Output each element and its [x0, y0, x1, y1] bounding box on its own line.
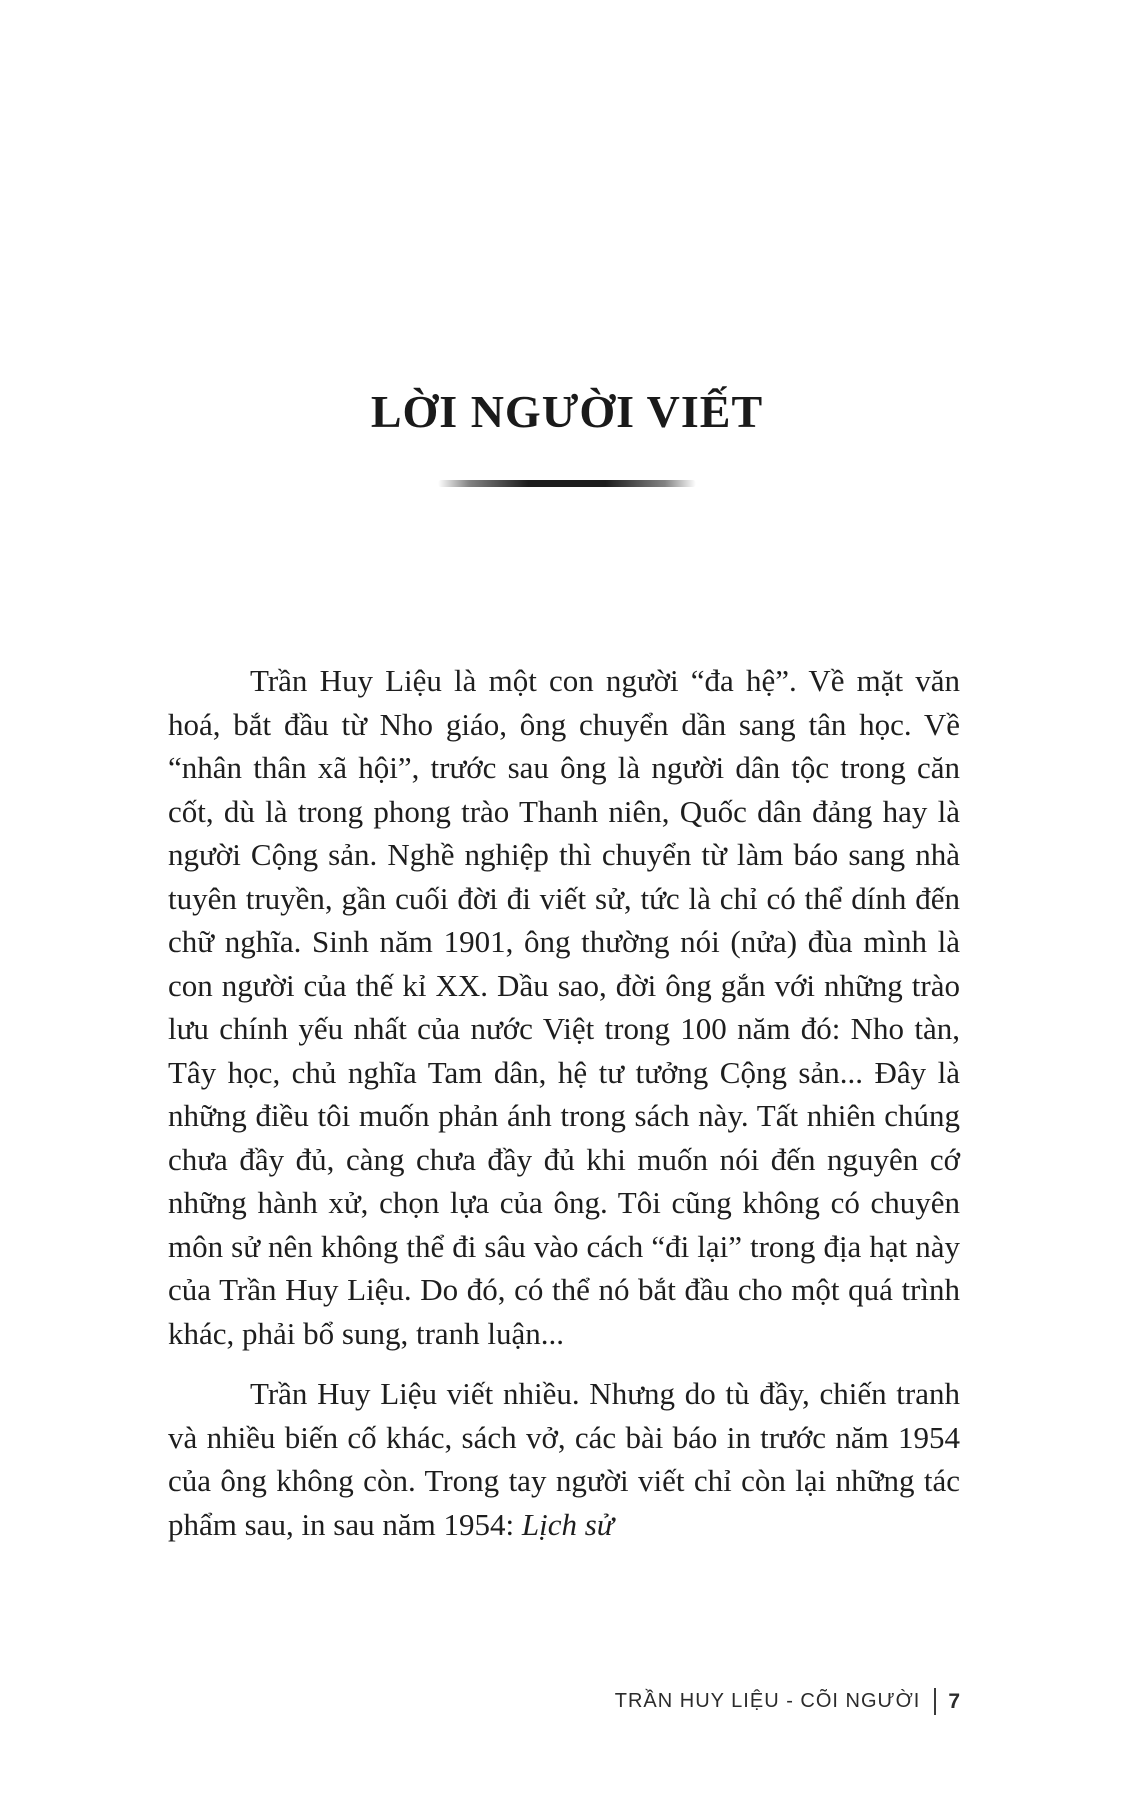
body-segment: Trần Huy Liệu là một con người “đa hệ”. Về mặt văn hoá, bắt đầu từ Nho giáo, ông chuyển dần sang tân học. Về “nhân thân xã hội”, trước sau ông là người dân tộc trong căn cốt, dù là trong phong trào Thanh niên, Quốc dân đảng hay là người Cộng sản. Nghề nghiệp thì chuyển từ làm báo sang nhà tuyên truyền, gần cuối đời đi viết sử, tức là chỉ có thể dính đến chữ nghĩa. Sinh năm 1901, ông thường nói (nửa) đùa mình là con người của thế kỉ XX. Dầu sao, đời ông gắn với những trào lưu chính yếu nhất của nước Việt trong 100 năm đó: Nho tàn, Tây học, chủ nghĩa Tam dân, hệ tư tưởng Cộng sản... Đây là những điều tôi muốn phản ánh trong sách này. Tất nhiên chúng chưa đầy đủ, càng chưa đầy đủ khi muốn nói đến nguyên cớ những hành xử, chọn lựa của ông. Tôi cũng không có chuyên môn sử nên không thể đi sâu vào cách “đi lại” trong địa hạt này của Trần Huy Liệu. Do đó, có thể nó bắt đầu cho một quá trình khác, phải bổ sung, tranh luận...: [168, 663, 960, 1351]
page-footer: [615, 1688, 960, 1715]
footer-separator: [934, 1688, 936, 1715]
body-paragraph: [168, 659, 960, 1355]
footer-book-title: TRẦN HUY LIỆU - CÕI NGƯỜI: [614, 1690, 921, 1712]
body-paragraph: [168, 1372, 960, 1546]
footer-page-number: 7: [948, 1689, 960, 1713]
body-segment-italic: Lịch sử: [521, 1506, 614, 1542]
body-segment: Trần Huy Liệu viết nhiều. Nhưng do tù đầy, chiến tranh và nhiều biến cố khác, sách vở, các bài báo in trước năm 1954 của ông không còn. Trong tay người viết chỉ còn lại những tác phẩm sau, in sau năm 1954:: [168, 1376, 960, 1542]
title-divider: [438, 480, 696, 487]
page-title: LỜI NGƯỜI VIẾT: [370, 386, 764, 437]
body-text: [168, 659, 960, 1563]
